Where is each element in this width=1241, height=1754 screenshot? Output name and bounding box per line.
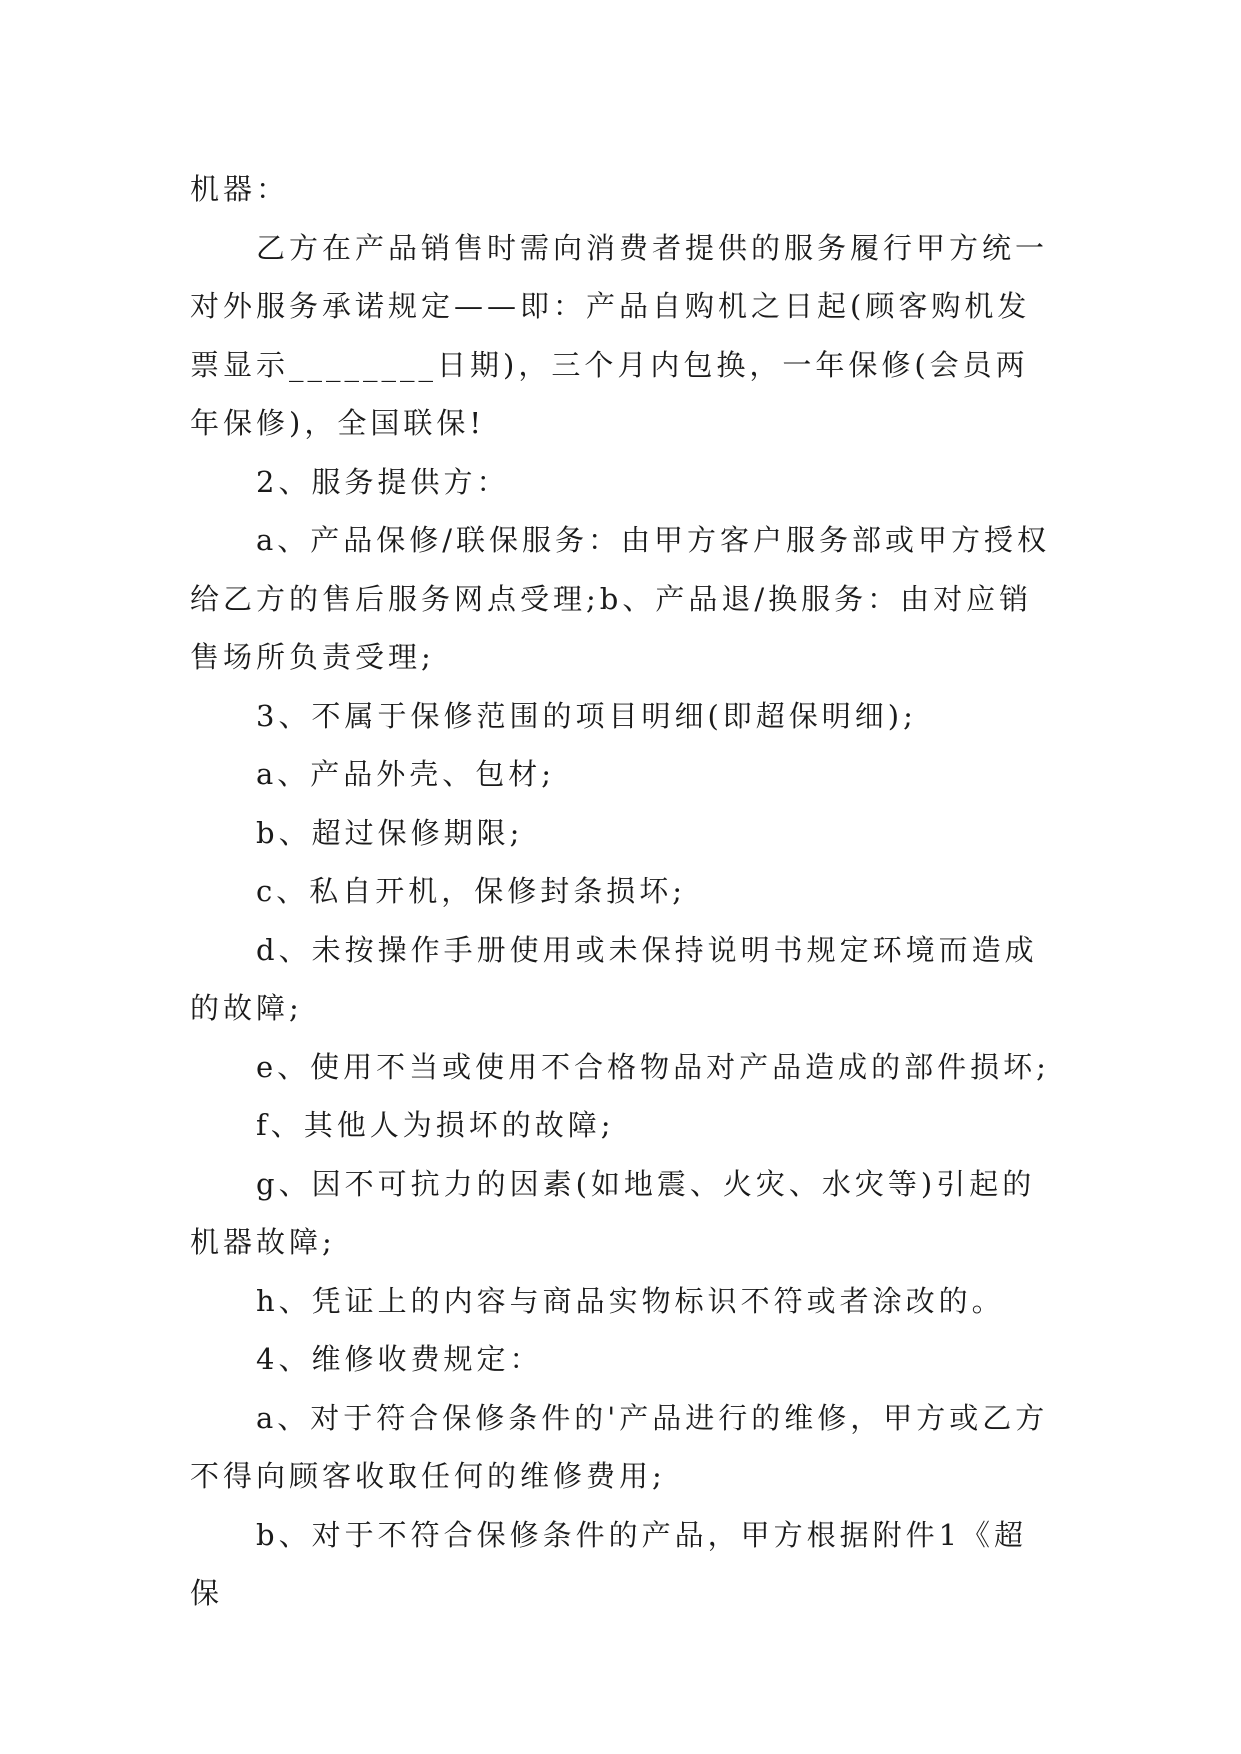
paragraph-repair-fee-b: b、对于不符合保修条件的产品，甲方根据附件1《超保 — [190, 1517, 1028, 1610]
paragraph-exclusion-f: f、其他人为损坏的故障; — [256, 1108, 615, 1142]
paragraph-exclusion-d: d、未按操作手册使用或未保持说明书规定环境而造成的故障; — [190, 932, 1038, 1025]
paragraph-service-provider-detail: a、产品保修/联保服务：由甲方客户服务部或甲方授权给乙方的售后服务网点受理;b、产品退/换服务：由对应销售场所负责受理; — [190, 523, 1051, 674]
paragraph-exclusion-c: c、私自开机，保修封条损坏; — [256, 874, 687, 908]
document-body — [190, 160, 1060, 1623]
paragraph-exclusion-b: b、超过保修期限; — [256, 815, 524, 850]
paragraph-repair-fee-heading: 4、维修收费规定： — [256, 1342, 543, 1376]
paragraph-exclusions-heading: 3、不属于保修范围的项目明细(即超保明细); — [256, 698, 917, 733]
paragraph-exclusion-g: g、因不可抗力的因素(如地震、火灾、水灾等)引起的机器故障; — [190, 1166, 1036, 1259]
paragraph-exclusion-h: h、凭证上的内容与商品实物标识不符或者涂改的。 — [256, 1283, 1005, 1318]
paragraph-service-provider-heading: 2、服务提供方： — [256, 464, 510, 499]
paragraph-exclusion-e: e、使用不当或使用不合格物品对产品造成的部件损坏; — [256, 1049, 1050, 1084]
paragraph-exclusion-a: a、产品外壳、包材; — [256, 757, 556, 791]
paragraph-machine: 机器： — [190, 172, 290, 206]
paragraph-repair-fee-a: a、对于符合保修条件的'产品进行的维修，甲方或乙方不得向顾客收取任何的维修费用; — [190, 1400, 1049, 1493]
paragraph-service-commitment: 乙方在产品销售时需向消费者提供的服务履行甲方统一对外服务承诺规定——即：产品自购机之日起(顾客购机发票显示________日期)，三个月内包换，一年保修(会员两年保修)，全国联保! — [190, 230, 1049, 440]
